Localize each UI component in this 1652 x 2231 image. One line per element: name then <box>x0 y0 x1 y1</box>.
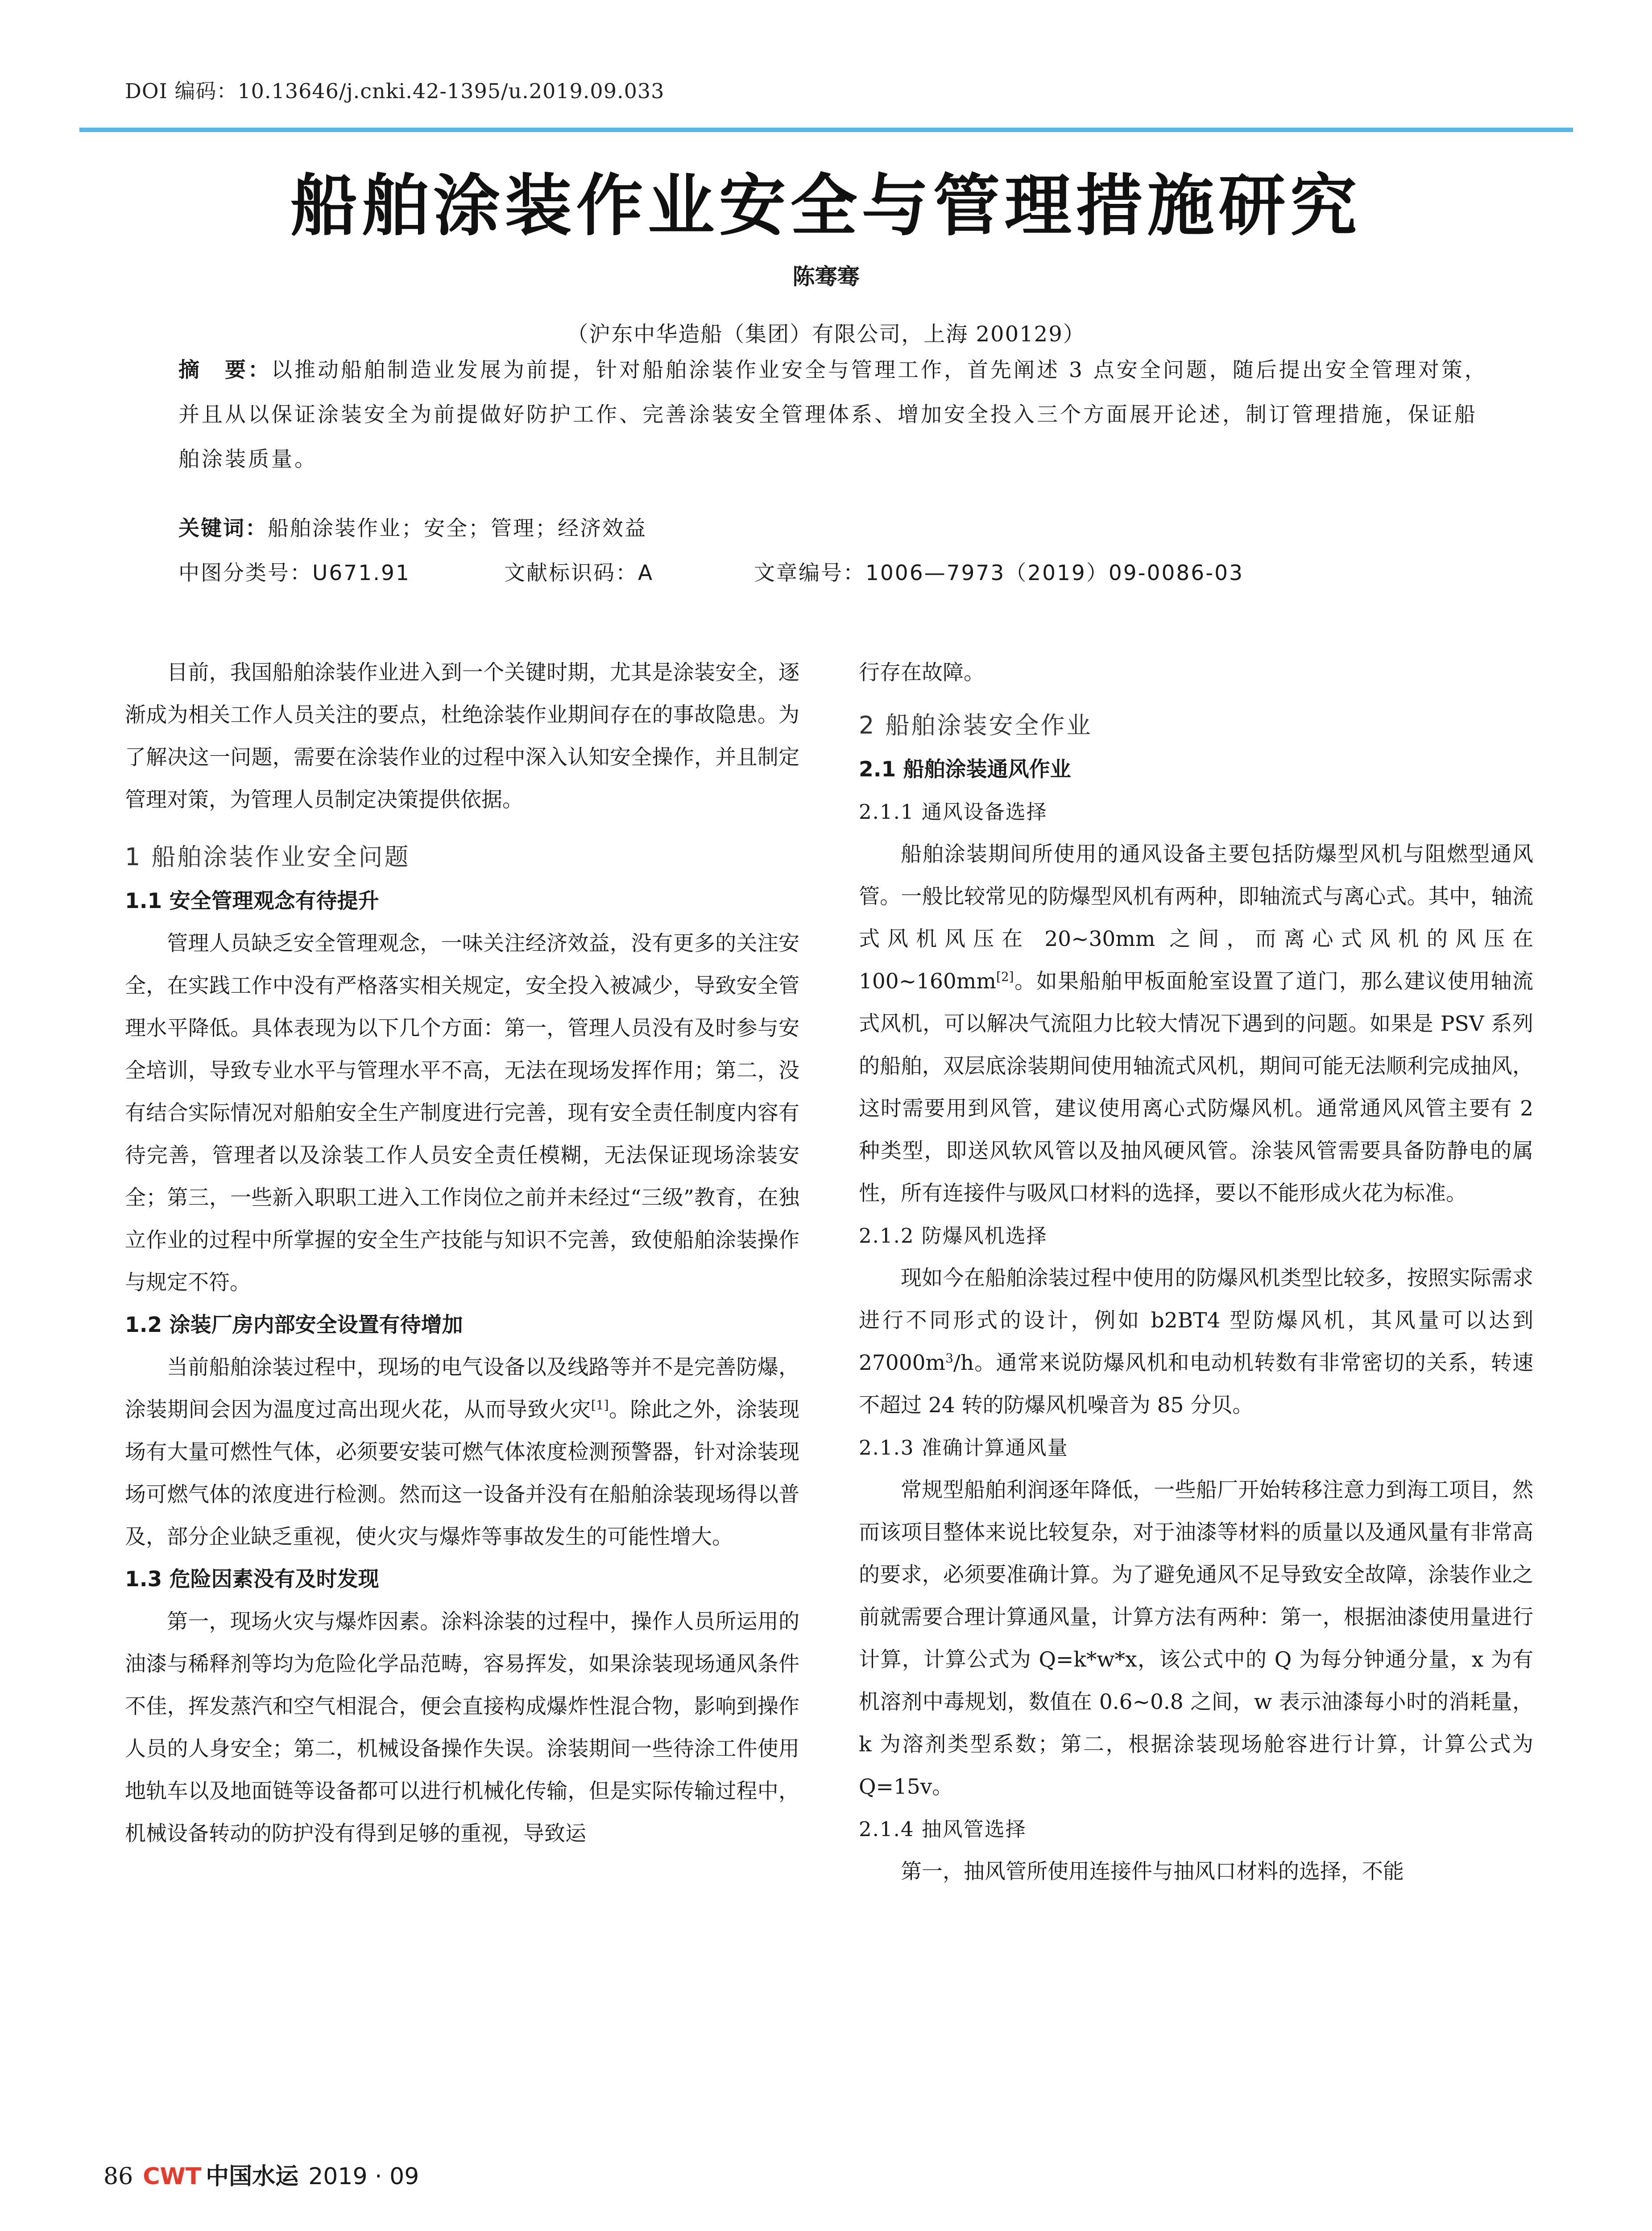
section-2-1-1-text-a: 船舶涂装期间所使用的通风设备主要包括防爆型风机与阻燃型通风管。一般比较常见的防爆型风机有两种，即轴流式与离心式。其中，轴流式风机风压在 20~30mm 之间，而离心式风机的风压在 100~160mm <box>859 842 1533 994</box>
reference-2: [2] <box>996 969 1014 984</box>
body-column-right <box>859 651 1533 1893</box>
section-1-heading: 1 船舶涂装作业安全问题 <box>125 843 410 871</box>
section-2-1-1-text-b: 。如果船舶甲板面舱室设置了道门，那么建议使用轴流式风机，可以解决气流阻力比较大情况下遇到的问题。如果是 PSV 系列的船舶，双层底涂装期间使用轴流式风机，期间可能无法顺利完成抽风，这时需要用到风管，建议使用离心式防爆风机。通常通风风管主要有 2 种类型，即送风软风管以及抽风硬风管。涂装风管需要具备防静电的属性，所有连接件与吸风口材料的选择，要以不能形成火花为标准。 <box>859 969 1533 1206</box>
reference-1: [1] <box>591 1397 609 1413</box>
section-1-2-heading: 1.2 涂装厂房内部安全设置有待增加 <box>125 1313 463 1337</box>
abstract <box>178 348 1490 482</box>
section-2-1-4-heading: 2.1.4 抽风管选择 <box>859 1817 1027 1841</box>
section-2-1-1-heading: 2.1.1 通风设备选择 <box>859 800 1048 824</box>
author-name: 陈骞骞 <box>792 264 860 290</box>
section-1-2-paragraph <box>125 1346 799 1558</box>
keywords-text: 船舶涂装作业；安全；管理；经济效益 <box>268 516 647 541</box>
abstract-label: 摘 要： <box>178 358 271 382</box>
section-2-1-2-text-b: /h。通常来说防爆风机和电动机转数有非常密切的关系，转速不超过 24 转的防爆风机噪音为 85 分贝。 <box>859 1351 1533 1418</box>
journal-logo: CWT <box>143 2163 202 2190</box>
section-1-1-heading: 1.1 安全管理观念有待提升 <box>125 889 379 913</box>
section-2-1-2-text-a: 现如今在船舶涂装过程中使用的防爆风机类型比较多，按照实际需求进行不同形式的设计，例如 b2BT4 型防爆风机，其风量可以达到 27000m <box>859 1266 1533 1375</box>
author-affiliation: （沪东中华造船（集团）有限公司，上海 200129） <box>567 322 1085 347</box>
section-2-1-4-paragraph: 第一，抽风管所使用连接件与抽风口材料的选择，不能 <box>901 1859 1404 1884</box>
section-1-1-paragraph: 管理人员缺乏安全管理观念，一味关注经济效益，没有更多的关注安全，在实践工作中没有严格落实相关规定，安全投入被减少，导致安全管理水平降低。具体表现为以下几个方面：第一，管理人员没有及时参与安全培训，导致专业水平与管理水平不高，无法在现场发挥作用；第二，没有结合实际情况对船舶安全生产制度进行完善，现有安全责任制度内容有待完善，管理者以及涂装工作人员安全责任模糊，无法保证现场涂装安全；第三，一些新入职职工进入工作岗位之前并未经过“三级”教育，在独立作业的过程中所掌握的安全生产技能与知识不完善，致使船舶涂装操作与规定不符。 <box>125 931 799 1295</box>
section-2-1-3-paragraph: 常规型船舶利润逐年降低，一些船厂开始转移注意力到海工项目，然而该项目整体来说比较复杂，对于油漆等材料的质量以及通风量有非常高的要求，必须要准确计算。为了避免通风不足导致安全故障，涂装作业之前就需要合理计算通风量，计算方法有两种：第一，根据油漆使用量进行计算，计算公式为 Q=k*w*x，该公式中的 Q 为每分钟通分量，x 为有机溶剂中毒规划，数值在 0.6~0.8 之间，w 表示油漆每小时的消耗量，k 为溶剂类型系数；第二，根据涂装现场舱容进行计算，计算公式为 Q=15v。 <box>859 1478 1533 1799</box>
section-2-1-1-paragraph <box>859 833 1533 1215</box>
section-1-2-text-b: 。除此之外，涂装现场有大量可燃性气体，必须要安装可燃气体浓度检测预警器，针对涂装现场可燃气体的浓度进行检测。然而这一设备并没有在船舶涂装现场得以普及，部分企业缺乏重视，使火灾与爆炸等事故发生的可能性增大。 <box>125 1397 800 1549</box>
section-1-3-heading: 1.3 危险因素没有及时发现 <box>125 1567 379 1592</box>
section-1-3-paragraph: 第一，现场火灾与爆炸因素。涂料涂装的过程中，操作人员所运用的油漆与稀释剂等均为危险化学品范畴，容易挥发，如果涂装现场通风条件不佳，挥发蒸汽和空气相混合，便会直接构成爆炸性混合物，影响到操作人员的人身安全；第二，机械设备操作失误。涂装期间一些待涂工件使用地轨车以及地面链等设备都可以进行机械化传输，但是实际传输过程中，机械设备转动的防护没有得到足够的重视，导致运 <box>125 1609 799 1846</box>
section-2-1-2-paragraph <box>859 1257 1533 1427</box>
body-column-left <box>125 651 799 1855</box>
header-rule <box>79 128 1573 132</box>
doi-line: DOI 编码：10.13646/j.cnki.42-1395/u.2019.09.033 <box>125 79 665 103</box>
section-2-1-heading: 2.1 船舶涂装通风作业 <box>859 757 1071 782</box>
keywords <box>178 506 647 551</box>
section-2-1-3-heading: 2.1.3 准确计算通风量 <box>859 1436 1068 1460</box>
document-code: 文献标识码：A <box>504 561 654 585</box>
abstract-text: 以推动船舶制造业发展为前提，针对船舶涂装作业安全与管理工作，首先阐述 3 点安全问题，随后提出安全管理对策，并且从以保证涂装安全为前提做好防护工作、完善涂装安全管理体系、增加安全投入三个方面展开论述，制订管理措施，保证船舶涂装质量。 <box>178 358 1488 472</box>
paper-title: 船舶涂装作业安全与管理措施研究 <box>290 166 1362 245</box>
section-2-heading: 2 船舶涂装安全作业 <box>859 711 1093 739</box>
continued-paragraph: 行存在故障。 <box>859 660 985 685</box>
journal-name: 中国水运 <box>206 2163 299 2190</box>
intro-paragraph: 目前，我国船舶涂装作业进入到一个关键时期，尤其是涂装安全，逐渐成为相关工作人员关注的要点，杜绝涂装作业期间存在的事故隐患。为了解决这一问题，需要在涂装作业的过程中深入认知安全操作，并且制定管理对策，为管理人员制定决策提供依据。 <box>125 660 799 812</box>
page-number: 86 <box>104 2163 133 2190</box>
journal-issue: 2019 · 09 <box>308 2163 419 2190</box>
page-footer <box>104 2157 419 2191</box>
clc-number: 中图分类号：U671.91 <box>178 561 410 585</box>
section-1-2-text-a: 当前船舶涂装过程中，现场的电气设备以及线路等并不是完善防爆，涂装期间会因为温度过高出现火花，从而导致火灾 <box>125 1355 799 1422</box>
cubic-superscript: 3 <box>945 1351 953 1366</box>
article-number: 文章编号：1006—7973（2019）09-0086-03 <box>754 561 1244 585</box>
keywords-label: 关键词： <box>178 516 268 541</box>
section-2-1-2-heading: 2.1.2 防爆风机选择 <box>859 1224 1048 1248</box>
